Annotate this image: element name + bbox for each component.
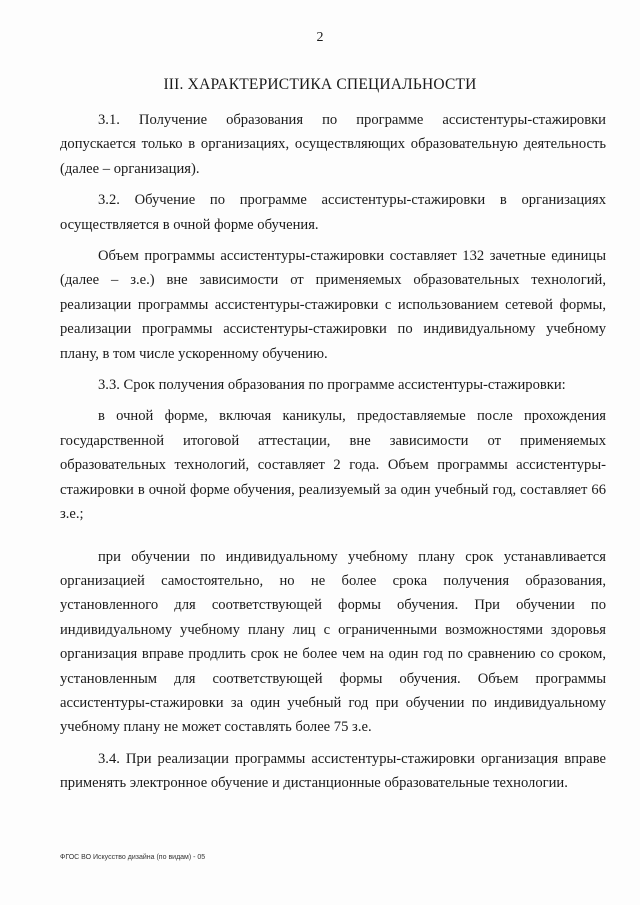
footer-note: ФГОС ВО Искусство дизайна (по видам) - 05 [60, 854, 206, 861]
paragraph-individual-plan: при обучении по индивидуальному учебному плану срок устанавливается организацией самостоятельно, но не более срока получения образования, установленного для соответствующей формы обучения. При обучении по индивидуальному учебному плану лиц с ограниченными возможностями здоровья организация вправе продлить срок не более чем на один год по сравнению со сроком, установленным для соответствующей формы обучения. Объем программы ассистентуры-стажировки за один учебный год при обучении по индивидуальному учебному плану не может составлять более 75 з.е. [60, 548, 606, 736]
paragraph-3-2: 3.2. Обучение по программе ассистентуры-стажировки в организациях осуществляется в очной форме обучения. [60, 192, 606, 233]
paragraph-full-time-form: в очной форме, включая каникулы, предоставляемые после прохождения государственной итоговой аттестации, вне зависимости от применяемых образовательных технологий, составляет 2 года. Объем программы ассистентуры-стажировки в очной форме обучения, реализуемый за один учебный год, составляет 66 з.е.; [60, 408, 606, 523]
paragraph-3-3: 3.3. Срок получения образования по программе ассистентуры-стажировки: [98, 377, 566, 394]
section-title: III. ХАРАКТЕРИСТИКА СПЕЦИАЛЬНОСТИ [163, 76, 477, 93]
paragraph-3-4: 3.4. При реализации программы ассистентуры-стажировки организация вправе применять электронное обучение и дистанционные образовательные технологии. [60, 750, 606, 792]
document-body [60, 108, 606, 803]
page-number: 2 [316, 30, 324, 45]
paragraph-3-1: 3.1. Получение образования по программе ассистентуры-стажировки допускается только в организациях, осуществляющих образовательную деятельность (далее – организация). [60, 112, 606, 177]
paragraph-program-volume: Объем программы ассистентуры-стажировки составляет 132 зачетные единицы (далее – з.е.) вне зависимости от применяемых образовательных технологий, реализации программы ассистентуры-стажировки с использованием сетевой формы, реализации программы ассистентуры-стажировки по индивидуальному учебному плану, в том числе ускоренному обучению. [60, 248, 606, 362]
